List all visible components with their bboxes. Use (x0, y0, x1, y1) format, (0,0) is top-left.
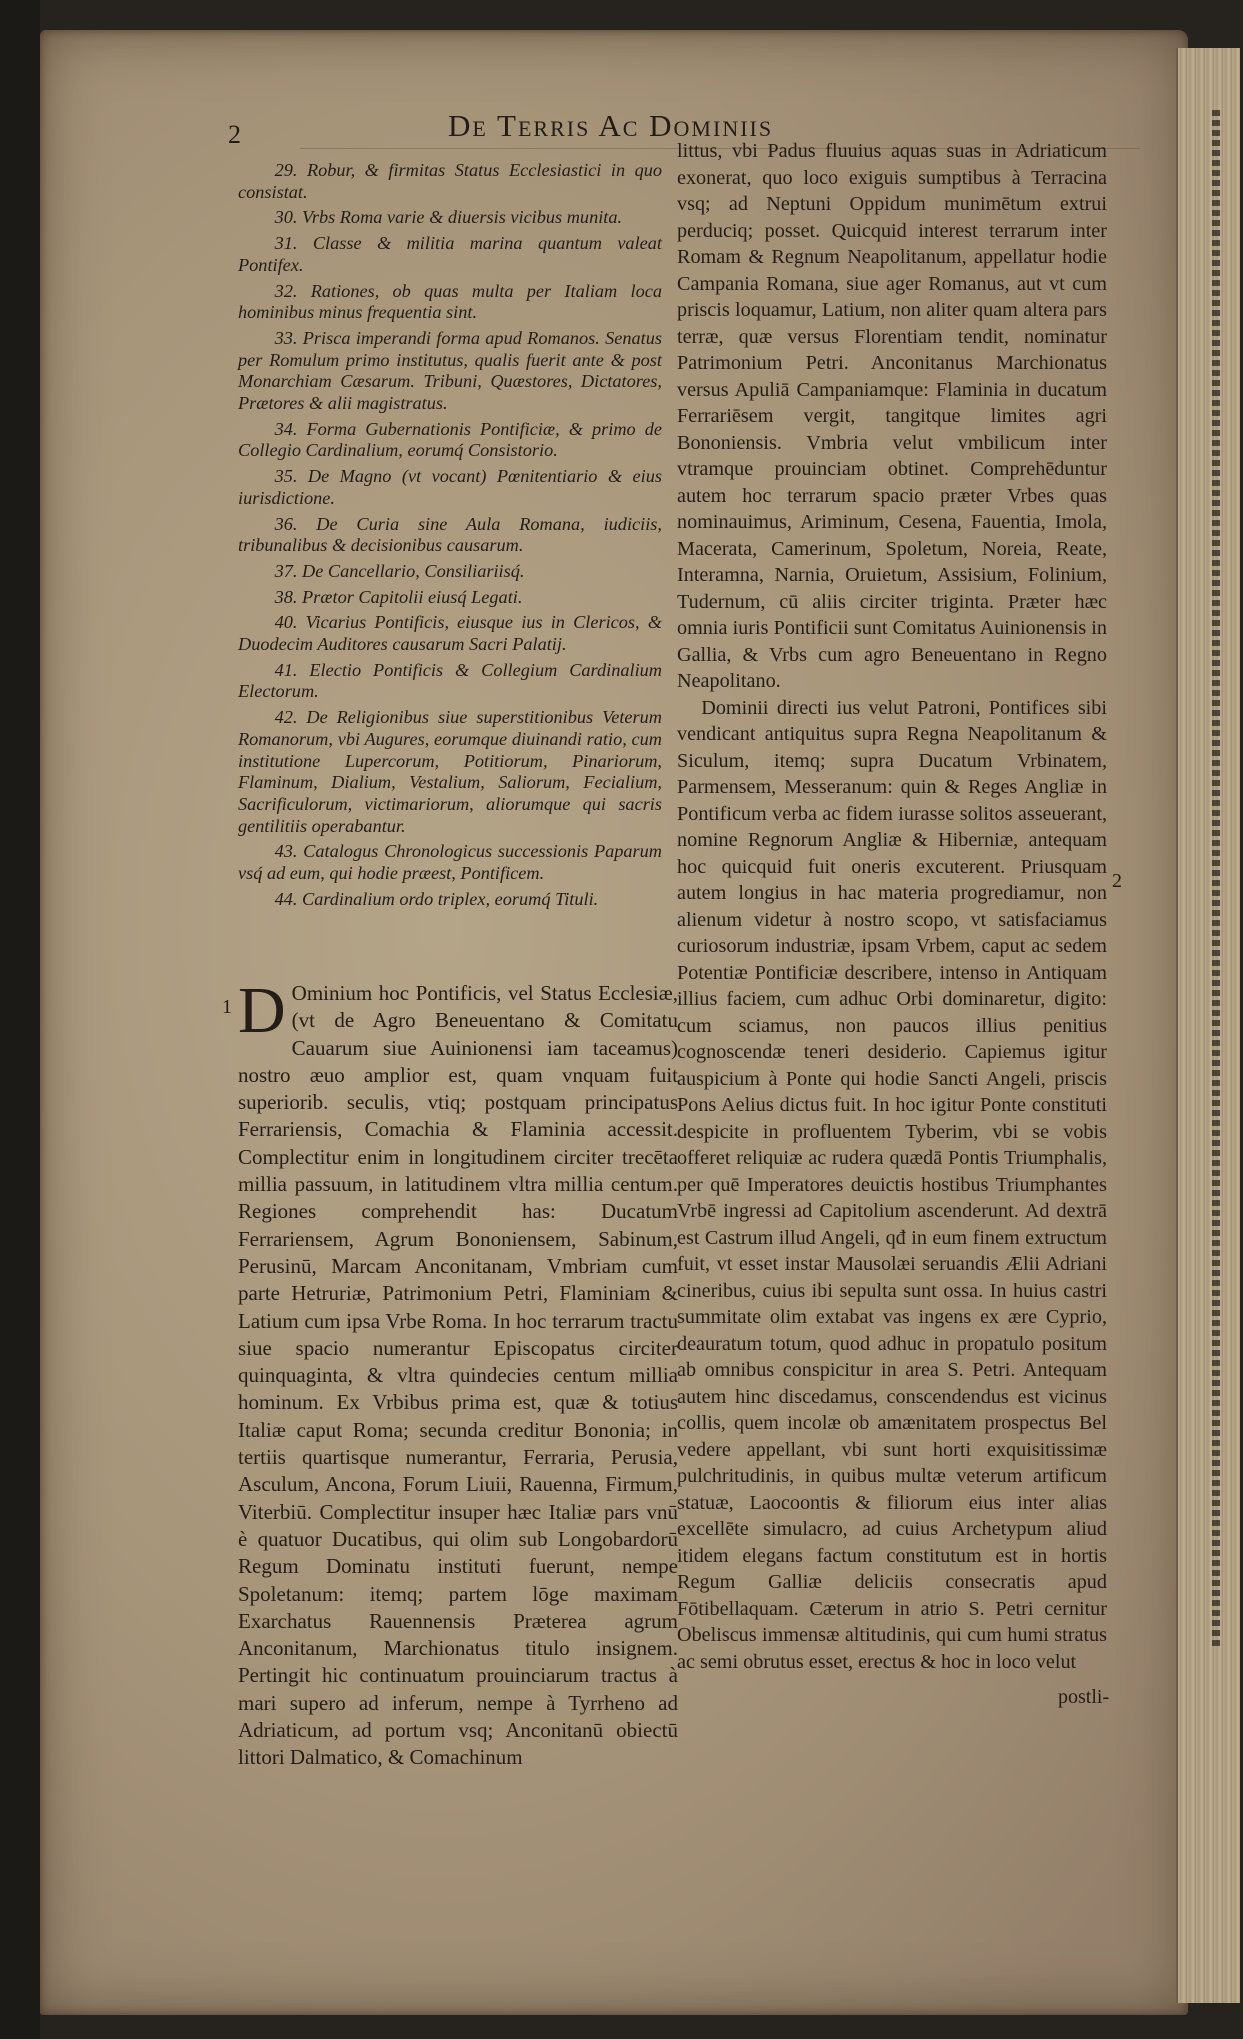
binding-spine (0, 0, 40, 2039)
toc-item: 38. Prætor Capitolii eiusq́ Legati. (274, 586, 523, 607)
toc-item: 42. De Religionibus siue superstitionibus Veterum Romanorum, vbi Augures, eorumque diuinandi ratio, cum institutione Lupercorum, Potitiorum, Pinariorum, Flaminum, Dialium, Vestalium, Saliorum, Fecialium, Sacrificulorum, victimariorum, aliorumque qui sacris gentilitiis operabantur. (238, 707, 662, 836)
toc-item: 33. Prisca imperandi forma apud Romanos. Senatus per Romulum primo institutus, qualis fuerit ante & post Monarchiam Cæsarum. Tribuni, Quæstores, Dictatores, Prætores & alii magistratus. (238, 327, 662, 414)
toc-item: 36. De Curia sine Aula Romana, iudiciis, tribunalibus & decisionibus causarum. (238, 513, 662, 556)
drop-cap: D (238, 974, 286, 1047)
toc-item: 43. Catalogus Chronologicus successionis Paparum vsq́ ad eum, qui hodie præest, Pontificem. (238, 841, 662, 884)
body-text-left (238, 974, 678, 1772)
running-head: De Terris Ac Dominiis (448, 108, 774, 143)
toc-item: 29. Robur, & firmitas Status Ecclesiastici in quo consistat. (238, 160, 662, 202)
page-number: 2 (228, 120, 241, 149)
toc-item: 31. Classe & militia marina quantum valeat Pontifex. (238, 233, 662, 275)
margin-note-right: 2 (1112, 870, 1122, 892)
toc-item: 35. De Magno (vt vocant) Pœnitentiario & eius iurisdictione. (238, 466, 662, 508)
body-paragraph-left: Ominium hoc Pontificis, vel Status Ecclesiæ, (vt de Agro Beneuentano & Comitatu Cauarum siue Auinionensi iam taceamus) nostro æuo amplior est, quam vnquam fuit superiorib. seculis, vtiq; postquam principatus Ferrariensis, Comachia & Flaminia accessit. Complectitur enim in longitudinem circiter trecēta millia passuum, in latitudinem vltra millia centum. Regiones comprehendit has: Ducatum Ferrariensem, Agrum Bononiensem, Sabinum, Perusinū, Marcam Anconitanam, Vmbriam cum parte Hetruriæ, Patrimonium Petri, Flaminiam & Latium cum ipsa Vrbe Roma. In hoc terrarum tractu siue spacio numerantur Episcopatus circiter quinquaginta, & vltra quindecies centum millia hominum. Ex Vrbibus prima est, quæ & totius Italiæ caput Roma; secunda creditur Bononia; in tertiis quartisque numerantur, Ferraria, Perusia, Asculum, Ancona, Forum Liuii, Rauenna, Firmum, Viterbiū. Complectitur insuper hæc Italiæ pars vnū è quatuor Ducatibus, qui olim sub Longobardorū Regum Dominatu instituti fuerunt, nempe Spoletanum: itemq; partem lōge maximam Exarchatus Rauennensis Præterea agrum Anconitanum, Marchionatus titulo insignem. Pertingit hic continuatum prouinciarum tractus à mari supero ad inferum, nempe à Tyrrheno ad Adriaticum, ad portum vsq; Anconitanū obiectū littori Dalmatico, & Comachinum (238, 981, 678, 1770)
body-text-right (677, 138, 1107, 1675)
catchword: postli- (1058, 1686, 1110, 1708)
binding-stitches (1212, 110, 1220, 1650)
body-paragraph: littus, vbi Padus fluuius aquas suas in Adriaticum exonerat, quo loco exiguis sumptibus à Terracina vsq; ad Neptuni Oppidum munimētum extrui perduciq; posset. Quicquid interest terrarum inter Romam & Regnum Neapolitanum, appellatur hodie Campania Romana, siue ager Romanus, aut vt cum priscis loquamur, Latium, non aliter quam altera pars terræ, quæ versus Florentiam tendit, nominatur Patrimonium Petri. Anconitanus Marchionatus versus Apuliā Campaniamque: Flaminia in ducatum Ferrariēsem vergit, tangitque limites agri Bononiensis. Vmbria velut vmbilicum inter vtramque prouinciam obtinet. Comprehēduntur autem hoc terrarum spacio præter Vrbes quas nominauimus, Ariminum, Cesena, Fauentia, Imola, Macerata, Camerinum, Spoletum, Noreia, Reate, Interamna, Narnia, Oruietum, Assisium, Folinium, Tudernum, cū aliis circiter triginta. Præter hæc omnia iuris Pontificii sunt Comitatus Auinionensis in Gallia, & Vrbs cum agro Beneuentano in Regno Neapolitano. (677, 140, 1107, 692)
toc-item: 30. Vrbs Roma varie & diuersis vicibus munita. (274, 207, 623, 228)
toc-item: 32. Rationes, ob quas multa per Italiam loca hominibus minus frequentia sint. (238, 280, 662, 323)
table-of-contents (238, 160, 662, 915)
toc-item: 44. Cardinalium ordo triplex, eorumq́ Tituli. (274, 888, 599, 909)
margin-note-left: 1 (222, 996, 232, 1018)
toc-item: 37. De Cancellario, Consiliariisq́. (274, 560, 525, 581)
toc-item: 34. Forma Gubernationis Pontificiæ, & primo de Collegio Cardinalium, eorumq́ Consistorio. (238, 418, 662, 461)
body-paragraph: Dominii directi ius velut Patroni, Pontifices sibi vendicant antiquitus supra Regna Neapolitanum & Siculum, itemq; supra Ducatum Vrbinatem, Parmensem, Messeranum: quin & Reges Angliæ in Pontificum verba ac fidem iurasse solitos asseuerant, nomine Regnorum Angliæ & Hiberniæ, antequam hoc quicquid fuit oneris excuterent. Priusquam autem longius in hac materia progrediamur, non alienum videtur à nostro scopo, vt satisfaciamus curiosorum industriæ, ipsam Vrbem, caput ac sedem Potentiæ Pontificiæ describere, intenso in Antiquam illius faciem, cum adhuc Orbi dominaretur, digito: cum sciamus, non paucos illius penitius cognoscendæ teneri desiderio. Capiemus igitur auspicium à Ponte qui hodie Sancti Angeli, priscis Pons Aelius dictus fuit. In hoc igitur Ponte constituti despicite in profluentem Tyberim, vbi se vobis offeret reliquiæ ac rudera quædā Pontis Triumphalis, per quē Imperatores deuictis hostibus Triumphantes Vrbē ingressi ad Capitolium ascenderunt. Ad dextrā est Castrum illud Angeli, qđ in eum finem extructum fuit, vt esset instar Mausolæi seruandis Ælii Adriani cineribus, cuius ibi sepulta sunt ossa. In huius castri summitate olim extabat vas ingens ex ære Cyprio, deauratum totum, quod adhuc in propatulo positum ab omnibus conspicitur in area S. Petri. Antequam autem hinc discedamus, conscendendus est vicinus collis, quem incolæ ob amænitatem prospectus Bel vedere appellant, vbi sunt horti exquisitissimæ pulchritudinis, in quibus multæ veterum artificum statuæ, Laocoontis & filiorum eius inter alias excellēte simulacro, ad cuius Archetypum aliud itidem elegans factum constitutum est in hortis Regum Galliæ deliciis consecratis apud Fōtibellaquam. Cæterum in atrio S. Petri cernitur Obeliscus immensæ altitudinis, qui cum humi stratus ac semi obrutus esset, erectus & hoc in loco velut (677, 696, 1107, 1673)
toc-item: 41. Electio Pontificis & Collegium Cardinalium Electorum. (238, 659, 662, 702)
page-edges (1176, 48, 1240, 2003)
toc-item: 40. Vicarius Pontificis, eiusque ius in Clericos, & Duodecim Auditores causarum Sacri Palatij. (238, 612, 662, 655)
